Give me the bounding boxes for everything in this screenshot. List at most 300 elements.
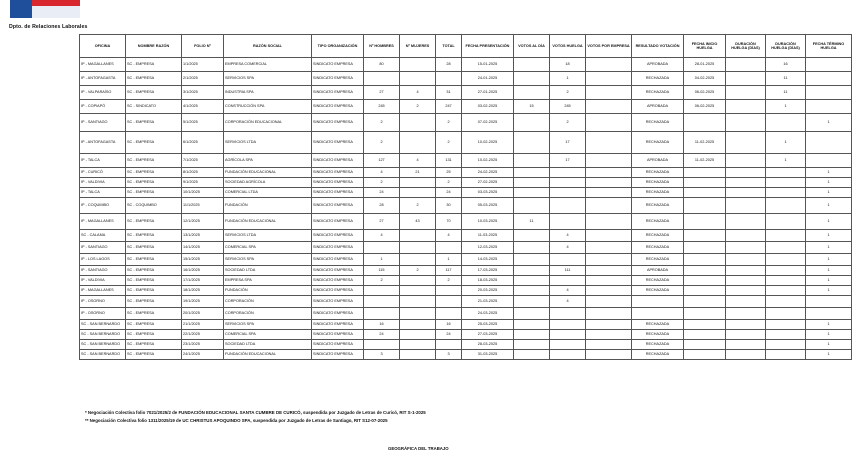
table-cell: FUNDACIÓN: [224, 286, 312, 296]
table-cell: [514, 340, 550, 350]
table-cell: SINDICATO EMPRESA: [312, 132, 364, 154]
table-row: [80, 320, 852, 330]
table-cell: SERVICIOS SPA: [224, 254, 312, 266]
table-cell: 20/1/2025: [182, 308, 224, 320]
table-cell: [586, 320, 632, 330]
table-cell: [726, 296, 766, 308]
table-cell: SC - EMPRESA: [126, 242, 182, 254]
table-cell: 06-02-2025: [684, 86, 726, 100]
table-cell: RECHAZADA: [632, 230, 684, 242]
column-header: VOTOS POR EMPRESA: [586, 35, 632, 58]
table-cell: 2: [436, 276, 462, 286]
table-cell: IP - ANTOFAGASTA: [80, 132, 126, 154]
table-cell: 1: [806, 330, 852, 340]
table-cell: IP - VALDIVIA: [80, 178, 126, 188]
table-cell: 16/1/2025: [182, 266, 224, 276]
table-cell: SOCIEDAD AGRÍCOLA: [224, 178, 312, 188]
table-cell: [400, 254, 436, 266]
table-cell: 28: [364, 198, 400, 214]
table-cell: [514, 168, 550, 178]
table-cell: [514, 178, 550, 188]
table-cell: [364, 286, 400, 296]
table-cell: 24-03-2025: [462, 308, 514, 320]
table-cell: IP - LOS LAGOS: [80, 254, 126, 266]
table-cell: FUNDACIÓN EDUCACIONAL: [224, 168, 312, 178]
table-cell: 24: [364, 330, 400, 340]
table-cell: 2: [550, 114, 586, 132]
table-cell: [514, 114, 550, 132]
table-cell: [684, 178, 726, 188]
column-header: Nº HOMBRES: [364, 35, 400, 58]
table-cell: 24: [436, 188, 462, 198]
table-cell: [766, 296, 806, 308]
table-cell: 2/1/2025: [182, 72, 224, 86]
table-cell: [766, 114, 806, 132]
table-cell: EMPRESA SPA: [224, 276, 312, 286]
table-cell: [514, 286, 550, 296]
table-cell: 1: [364, 254, 400, 266]
table-cell: IP - SANTIAGO: [80, 242, 126, 254]
department-title: Dpto. de Relaciones Laborales: [9, 24, 88, 30]
table-cell: SC - EMPRESA: [126, 58, 182, 72]
table-cell: [514, 254, 550, 266]
table-cell: 19/1/2025: [182, 296, 224, 308]
table-cell: 06-02-2025: [684, 100, 726, 114]
table-cell: 27-02-2025: [462, 178, 514, 188]
table-row: [80, 58, 852, 72]
table-row: [80, 198, 852, 214]
table-cell: 15: [514, 100, 550, 114]
table-cell: [400, 308, 436, 320]
table-cell: [726, 100, 766, 114]
table-cell: [684, 296, 726, 308]
table-cell: [550, 254, 586, 266]
table-cell: [400, 296, 436, 308]
table-cell: IP - MAGALLANES: [80, 58, 126, 72]
table-cell: [684, 168, 726, 178]
table-cell: [400, 242, 436, 254]
table-cell: RECHAZADA: [632, 286, 684, 296]
table-cell: 2: [436, 114, 462, 132]
table-cell: RECHAZADA: [632, 330, 684, 340]
table-cell: [586, 350, 632, 360]
table-cell: 15-01-2025: [462, 58, 514, 72]
table-cell: SINDICATO EMPRESA: [312, 72, 364, 86]
table-row: [80, 86, 852, 100]
table-cell: SC - SINDICATO: [126, 100, 182, 114]
table-cell: [726, 330, 766, 340]
table-cell: [400, 72, 436, 86]
table-cell: 1: [766, 154, 806, 168]
table-cell: 22/1/2025: [182, 330, 224, 340]
table-cell: 07-02-2025: [462, 114, 514, 132]
table-cell: 2: [400, 100, 436, 114]
table-row: [80, 168, 852, 178]
table-cell: [726, 350, 766, 360]
table-cell: SOCIEDAD LTDA: [224, 340, 312, 350]
table-cell: 2: [364, 276, 400, 286]
table-cell: 24-02-2025: [462, 168, 514, 178]
table-cell: 11: [514, 214, 550, 230]
table-cell: [726, 266, 766, 276]
table-cell: 1: [806, 188, 852, 198]
table-cell: [766, 330, 806, 340]
table-row: [80, 254, 852, 266]
table-cell: [684, 266, 726, 276]
table-cell: [632, 308, 684, 320]
table-cell: SINDICATO EMPRESA: [312, 86, 364, 100]
table-cell: 2: [436, 132, 462, 154]
table-cell: [586, 100, 632, 114]
table-row: [80, 276, 852, 286]
table-cell: 11/1/2025: [182, 198, 224, 214]
table-cell: SINDICATO EMPRESA: [312, 330, 364, 340]
table-cell: SINDICATO EMPRESA: [312, 266, 364, 276]
table-cell: 10/1/2025: [182, 188, 224, 198]
column-header: FOLIO Nº: [182, 35, 224, 58]
table-cell: CORPORACIÓN: [224, 296, 312, 308]
table-cell: [400, 276, 436, 286]
table-cell: [550, 308, 586, 320]
table-cell: 24/1/2025: [182, 350, 224, 360]
table-cell: 1: [806, 254, 852, 266]
table-cell: SC - SAN BERNARDO: [80, 340, 126, 350]
table-cell: [806, 132, 852, 154]
table-cell: 16: [766, 58, 806, 72]
table-cell: 7/1/2025: [182, 154, 224, 168]
column-header: TOTAL: [436, 35, 462, 58]
table-cell: [364, 72, 400, 86]
table-cell: SINDICATO EMPRESA: [312, 178, 364, 188]
table-cell: [514, 72, 550, 86]
table-cell: 43: [400, 214, 436, 230]
table-cell: AGRÍCOLA SPA: [224, 154, 312, 168]
table-cell: SC - EMPRESA: [126, 168, 182, 178]
negotiations-table: [79, 34, 852, 360]
table-cell: 1: [806, 286, 852, 296]
table-cell: SC - EMPRESA: [126, 340, 182, 350]
table-cell: SC - EMPRESA: [126, 132, 182, 154]
table-row: [80, 350, 852, 360]
table-cell: [726, 340, 766, 350]
table-cell: 05-03-2025: [462, 198, 514, 214]
table-row: [80, 214, 852, 230]
table-cell: [550, 168, 586, 178]
column-header: FECHA TÉRMINO HUELGA: [806, 35, 852, 58]
table-cell: 11: [766, 72, 806, 86]
table-cell: [586, 254, 632, 266]
table-cell: [514, 308, 550, 320]
table-cell: [632, 296, 684, 308]
table-cell: 80: [364, 58, 400, 72]
table-cell: IP - COQUIMBO: [80, 198, 126, 214]
table-cell: [766, 188, 806, 198]
table-cell: [514, 266, 550, 276]
table-cell: RECHAZADA: [632, 188, 684, 198]
table-cell: SINDICATO EMPRESA: [312, 276, 364, 286]
table-cell: RECHAZADA: [632, 114, 684, 132]
table-cell: [364, 242, 400, 254]
table-cell: [586, 340, 632, 350]
table-cell: SC - EMPRESA: [126, 308, 182, 320]
table-cell: 4: [364, 230, 400, 242]
table-cell: [684, 114, 726, 132]
table-cell: RECHAZADA: [632, 132, 684, 154]
table-cell: 4: [550, 242, 586, 254]
table-cell: [766, 350, 806, 360]
table-cell: SINDICATO EMPRESA: [312, 350, 364, 360]
table-cell: APROBADA: [632, 58, 684, 72]
column-header: RAZÓN SOCIAL: [224, 35, 312, 58]
table-cell: [766, 214, 806, 230]
table-cell: 4: [550, 296, 586, 308]
table-cell: 21-03-2025: [462, 296, 514, 308]
table-cell: 1: [806, 168, 852, 178]
column-header: FECHA PRESENTACIÓN: [462, 35, 514, 58]
table-cell: 10-03-2025: [462, 214, 514, 230]
table-cell: [586, 286, 632, 296]
table-cell: RECHAZADA: [632, 214, 684, 230]
table-cell: [726, 320, 766, 330]
table-cell: [514, 276, 550, 286]
footnote-1: * Negociación Colectiva folio 7021/2025/2 de FUNDACIÓN EDUCACIONAL SANTA CUMBRE DE CURICÓ, suspendida por Juzgado de Letras de Curicó, RIT S-1-2025: [85, 410, 426, 415]
table-cell: IP - MAGALLANES: [80, 214, 126, 230]
table-cell: 11-02-2025: [684, 154, 726, 168]
table-cell: [586, 330, 632, 340]
table-cell: SINDICATO EMPRESA: [312, 254, 364, 266]
table-cell: [726, 86, 766, 100]
table-cell: [806, 308, 852, 320]
table-cell: [550, 330, 586, 340]
logo-red-band: [32, 0, 80, 6]
table-cell: 8/1/2025: [182, 168, 224, 178]
table-cell: [726, 168, 766, 178]
table-cell: [400, 286, 436, 296]
table-cell: SC - SAN BERNARDO: [80, 350, 126, 360]
table-row: [80, 132, 852, 154]
table-cell: [586, 132, 632, 154]
table-cell: [726, 58, 766, 72]
table-cell: [514, 296, 550, 308]
table-cell: [684, 330, 726, 340]
table-cell: [586, 178, 632, 188]
table-cell: 4: [364, 168, 400, 178]
column-header: Nº MUJERES: [400, 35, 436, 58]
table-cell: SINDICATO EMPRESA: [312, 242, 364, 254]
table-cell: [726, 114, 766, 132]
table-cell: 6/1/2025: [182, 132, 224, 154]
table-cell: 10-02-2025: [462, 154, 514, 168]
table-cell: 14-03-2025: [462, 254, 514, 266]
table-cell: 9/1/2025: [182, 178, 224, 188]
table-cell: SC - SAN BERNARDO: [80, 320, 126, 330]
table-cell: 245: [550, 100, 586, 114]
table-cell: [550, 320, 586, 330]
table-cell: [550, 178, 586, 188]
table-cell: 21: [400, 168, 436, 178]
table-cell: SC - EMPRESA: [126, 276, 182, 286]
table-cell: SC - EMPRESA: [126, 330, 182, 340]
table-cell: [364, 296, 400, 308]
table-cell: SC - EMPRESA: [126, 230, 182, 242]
table-cell: RECHAZADA: [632, 178, 684, 188]
table-cell: SINDICATO EMPRESA: [312, 188, 364, 198]
table-cell: [586, 198, 632, 214]
table-cell: [766, 286, 806, 296]
table-cell: 111: [550, 266, 586, 276]
table-cell: 2: [364, 178, 400, 188]
table-cell: SINDICATO EMPRESA: [312, 320, 364, 330]
table-cell: COMERCIAL LTDA: [224, 188, 312, 198]
table-cell: [586, 168, 632, 178]
table-cell: 11: [766, 86, 806, 100]
table-cell: APROBADA: [632, 266, 684, 276]
table-cell: [586, 308, 632, 320]
table-cell: SC - EMPRESA: [126, 178, 182, 188]
table-cell: 1: [806, 350, 852, 360]
table-cell: [684, 230, 726, 242]
table-cell: 3/1/2025: [182, 86, 224, 100]
column-header: VOTOS HUELGA: [550, 35, 586, 58]
table-cell: 11-03-2025: [462, 230, 514, 242]
table-row: [80, 266, 852, 276]
table-cell: [586, 58, 632, 72]
table-cell: SC - EMPRESA: [126, 86, 182, 100]
table-cell: SOCIEDAD LTDA: [224, 266, 312, 276]
table-row: [80, 286, 852, 296]
table-cell: [684, 198, 726, 214]
table-cell: SC - EMPRESA: [126, 72, 182, 86]
table-cell: [586, 188, 632, 198]
table-cell: SINDICATO EMPRESA: [312, 154, 364, 168]
table-cell: 28: [436, 58, 462, 72]
table-cell: [806, 296, 852, 308]
table-cell: [684, 286, 726, 296]
table-cell: [400, 132, 436, 154]
table-cell: COMERCIAL SPA: [224, 242, 312, 254]
table-cell: IP - ANTOFAGASTA: [80, 72, 126, 86]
table-cell: IP - SANTIAGO: [80, 266, 126, 276]
table-cell: 24: [436, 330, 462, 340]
table-row: [80, 296, 852, 308]
logo-white-band: [32, 6, 80, 18]
table-cell: SINDICATO EMPRESA: [312, 58, 364, 72]
table-cell: 10-02-2025: [462, 132, 514, 154]
table-cell: [726, 308, 766, 320]
table-cell: [400, 340, 436, 350]
table-cell: 3: [436, 350, 462, 360]
table-cell: [684, 320, 726, 330]
table-cell: RECHAZADA: [632, 320, 684, 330]
column-header: FECHA INICIO HUELGA: [684, 35, 726, 58]
table-header-row: [80, 35, 852, 58]
table-cell: CONSTRUCCIÓN SPA: [224, 100, 312, 114]
table-cell: [550, 340, 586, 350]
table-row: [80, 154, 852, 168]
table-cell: 1: [806, 320, 852, 330]
table-cell: 5/1/2025: [182, 114, 224, 132]
table-cell: 16: [364, 320, 400, 330]
table-cell: [766, 254, 806, 266]
table-cell: 16: [436, 320, 462, 330]
table-cell: RECHAZADA: [632, 276, 684, 286]
table-cell: [514, 198, 550, 214]
table-cell: 4: [400, 154, 436, 168]
table-cell: SC - EMPRESA: [126, 114, 182, 132]
table-cell: 1: [806, 198, 852, 214]
table-cell: 2: [436, 178, 462, 188]
table-cell: 27: [364, 86, 400, 100]
table-cell: 17-03-2025: [462, 266, 514, 276]
table-cell: 27-01-2025: [462, 86, 514, 100]
table-cell: [766, 168, 806, 178]
table-cell: SINDICATO EMPRESA: [312, 114, 364, 132]
table-cell: 131: [436, 154, 462, 168]
table-cell: [400, 58, 436, 72]
table-cell: SINDICATO EMPRESA: [312, 308, 364, 320]
table-row: [80, 230, 852, 242]
table-cell: [806, 154, 852, 168]
table-cell: IP - VALDIVIA: [80, 276, 126, 286]
table-cell: [726, 72, 766, 86]
table-cell: RECHAZADA: [632, 242, 684, 254]
table-cell: [550, 276, 586, 286]
table-cell: [586, 242, 632, 254]
table-cell: 2: [550, 86, 586, 100]
table-cell: RECHAZADA: [632, 198, 684, 214]
table-cell: RECHAZADA: [632, 86, 684, 100]
table-cell: IP - COPIAPÓ: [80, 100, 126, 114]
table-cell: COMERCIAL SPA: [224, 330, 312, 340]
table-cell: 30: [436, 198, 462, 214]
footnote-2: ** Negociación Colectiva folio 1311/2025/19 de UC CHRISTUS APOQUINDO SPA, suspendida por Juzgado de Letras de Santiago, RIT S12-07-2025: [85, 418, 388, 423]
table-cell: [806, 86, 852, 100]
table-cell: 03-03-2025: [462, 188, 514, 198]
table-cell: SC - EMPRESA: [126, 350, 182, 360]
table-cell: IP - OSORNO: [80, 296, 126, 308]
table-cell: [586, 72, 632, 86]
table-cell: 31: [436, 86, 462, 100]
table-cell: [400, 178, 436, 188]
table-cell: 2: [400, 266, 436, 276]
table-cell: [766, 320, 806, 330]
table-cell: IP - CURICÓ: [80, 168, 126, 178]
table-row: [80, 308, 852, 320]
table-cell: RECHAZADA: [632, 350, 684, 360]
table-cell: 1: [436, 254, 462, 266]
table-cell: [514, 320, 550, 330]
table-cell: [684, 254, 726, 266]
table-cell: 23/1/2025: [182, 340, 224, 350]
table-cell: 1: [550, 72, 586, 86]
table-cell: 17/1/2025: [182, 276, 224, 286]
table-cell: 1/1/2025: [182, 58, 224, 72]
table-cell: [586, 214, 632, 230]
column-header: OFICINA: [80, 35, 126, 58]
table-cell: 20-03-2025: [462, 286, 514, 296]
table-cell: 18: [550, 58, 586, 72]
table-cell: [400, 320, 436, 330]
table-cell: [726, 286, 766, 296]
table-cell: 1: [806, 230, 852, 242]
table-cell: 1: [806, 266, 852, 276]
table-cell: 17: [550, 132, 586, 154]
table-cell: [766, 308, 806, 320]
table-cell: 25-03-2025: [462, 320, 514, 330]
table-cell: 13/1/2025: [182, 230, 224, 242]
table-cell: [400, 188, 436, 198]
table-cell: SC - EMPRESA: [126, 320, 182, 330]
